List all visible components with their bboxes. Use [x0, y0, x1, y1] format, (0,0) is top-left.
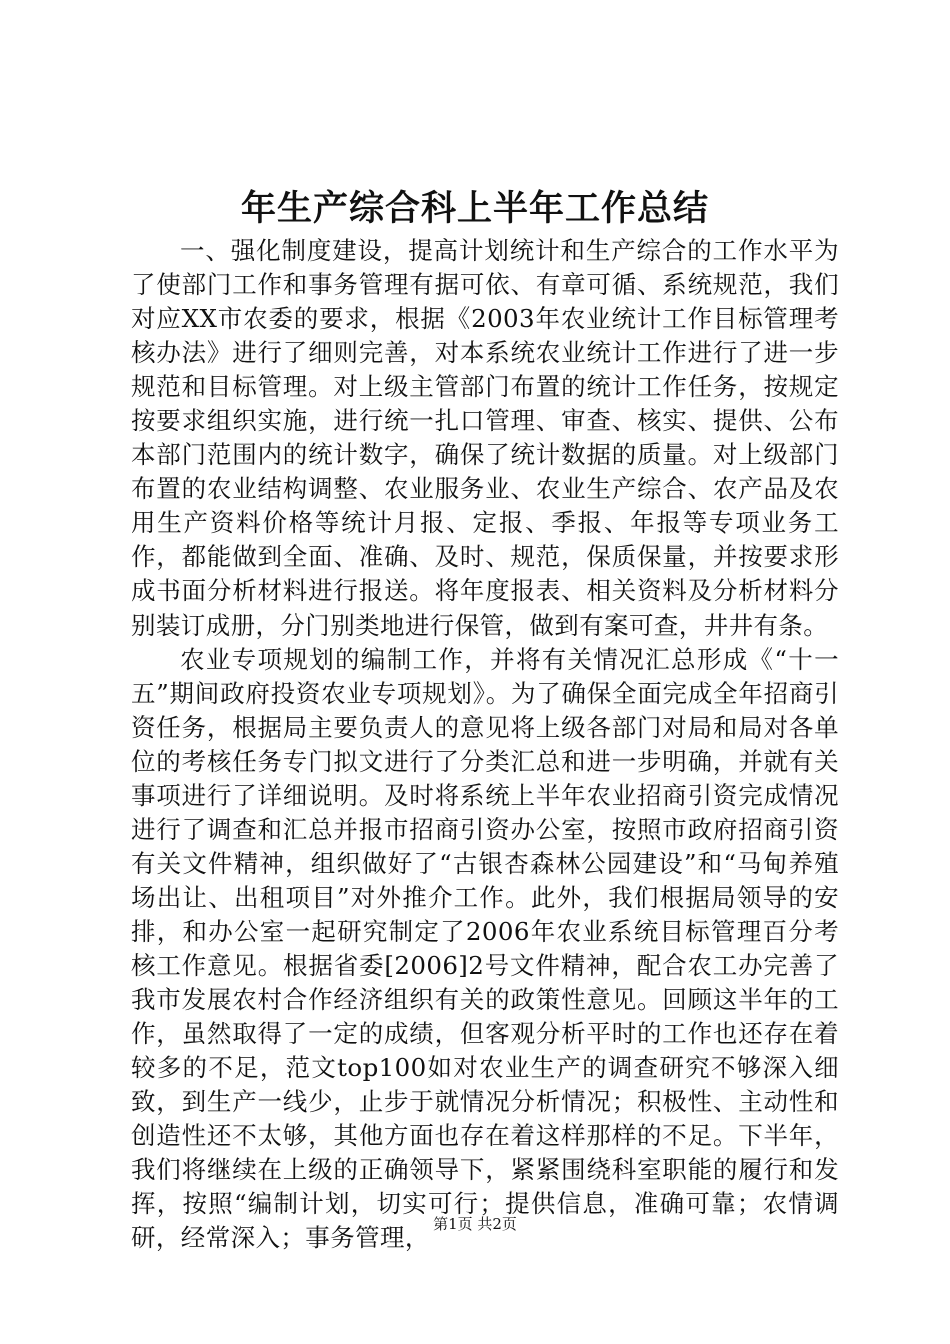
document-body [131, 234, 839, 1255]
document-title: 年生产综合科上半年工作总结 [240, 188, 709, 229]
paragraph-2: 农业专项规划的编制工作，并将有关情况汇总形成《“十一五”期间政府投资农业专项规划》。为了确保全面完成全年招商引资任务，根据局主要负责人的意见将上级各部门对局和局对各单位的考核任务专门拟文进行了分类汇总和进一步明确，并就有关事项进行了详细说明。及时将系统上半年农业招商引资完成情况进行了调查和汇总并报市招商引资办公室，按照市政府招商引资有关文件精神，组织做好了“古银杏森林公园建设”和“马甸养殖场出让、出租项目”对外推介工作。此外，我们根据局领导的安排，和办公室一起研究制定了2006年农业系统目标管理百分考核工作意见。根据省委[2006]2号文件精神，配合农工办完善了我市发展农村合作经济组织有关的政策性意见。回顾这半年的工作，虽然取得了一定的成绩，但客观分析平时的工作也还存在着较多的不足，范文top100如对农业生产的调查研究不够深入细致，到生产一线少，止步于就情况分析情况；积极性、主动性和创造性还不太够，其他方面也存在着这样那样的不足。下半年，我们将继续在上级的正确领导下，紧紧围绕科室职能的履行和发挥，按照“编制计划，切实可行；提供信息，准确可靠；农情调研，经常深入；事务管理， [131, 644, 839, 1253]
paragraph-1: 一、强化制度建设，提高计划统计和生产综合的工作水平为了使部门工作和事务管理有据可依、有章可循、系统规范，我们对应XX市农委的要求，根据《2003年农业统计工作目标管理考核办法》进行了细则完善，对本系统农业统计工作进行了进一步规范和目标管理。对上级主管部门布置的统计工作任务，按规定按要求组织实施，进行统一扎口管理、审查、核实、提供、公布本部门范围内的统计数字，确保了统计数据的质量。对上级部门布置的农业结构调整、农业服务业、农业生产综合、农产品及农用生产资料价格等统计月报、定报、季报、年报等专项业务工作，都能做到全面、准确、及时、规范，保质保量，并按要求形成书面分析材料进行报送。将年度报表、相关资料及分析材料分别装订成册，分门别类地进行保管，做到有案可查，井井有条。 [131, 236, 839, 640]
page-number-footer: 第1页 共2页 [433, 1215, 517, 1233]
